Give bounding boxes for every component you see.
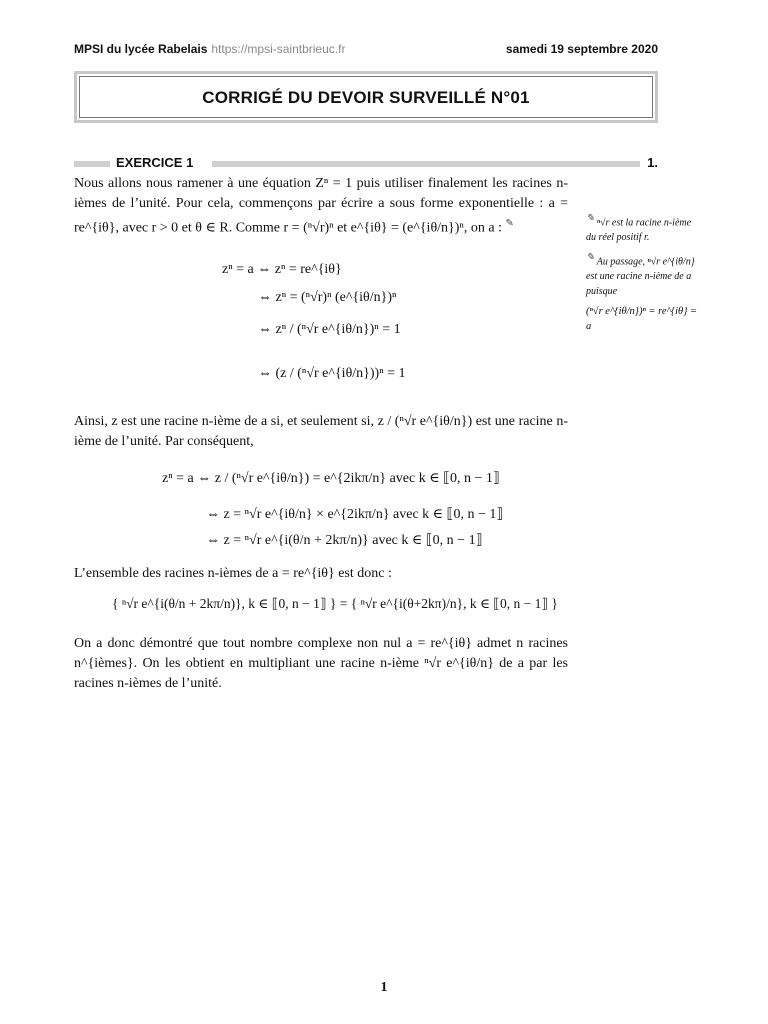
- page-header: [74, 42, 658, 60]
- title-box: [74, 71, 658, 123]
- pencil-icon: ✎: [586, 252, 595, 263]
- school-name: MPSI du lycée Rabelais: [74, 42, 208, 56]
- site-link[interactable]: https://mpsi-saintbrieuc.fr: [211, 42, 346, 56]
- roots-set-equation: { ⁿ√r e^{i(θ/n + 2kπ/n)}, k ∈ ⟦0, n − 1⟧ } = { ⁿ√r e^{i(θ+2kπ)/n}, k ∈ ⟦0, n − 1⟧ }: [112, 596, 558, 611]
- margin-note-text: Au passage, ⁿ√r e^{iθ/n} est une racine n-ième de a puisque: [586, 256, 695, 298]
- heading-rule-right: [212, 161, 640, 167]
- equation-line: ⇔ z = ⁿ√r e^{iθ/n} × e^{2ikπ/n} avec k ∈ ⟦0, n − 1⟧: [206, 507, 504, 522]
- margin-note-formula: (ⁿ√r e^{iθ/n})ⁿ = re^{iθ} = a: [586, 306, 698, 332]
- equation-line: zⁿ = a ⇔ z / (ⁿ√r e^{iθ/n}) = e^{2ikπ/n} avec k ∈ ⟦0, n − 1⟧: [162, 471, 500, 486]
- pencil-icon: ✎: [505, 218, 514, 229]
- equation-line: ⇔ (z / (ⁿ√r e^{iθ/n}))ⁿ = 1: [258, 366, 406, 381]
- header-left: [74, 42, 345, 56]
- equation-line: ⇔ z = ⁿ√r e^{i(θ/n + 2kπ/n)} avec k ∈ ⟦0, n − 1⟧: [206, 533, 483, 548]
- header-date: samedi 19 septembre 2020: [505, 42, 658, 56]
- pencil-icon: ✎: [586, 213, 595, 224]
- equation-line: ⇔ zⁿ = (ⁿ√r)ⁿ (e^{iθ/n})ⁿ: [258, 290, 397, 305]
- paragraph-set-intro: L’ensemble des racines n-ièmes de a = re^{iθ} est donc :: [74, 566, 392, 581]
- margin-note: [586, 250, 698, 299]
- paragraph-intro: [74, 174, 568, 239]
- margin-note: [586, 211, 698, 245]
- paragraph-final: On a donc démontré que tout nombre complexe non nul a = re^{iθ} admet n racines n^{ièmes}. On les obtient en multipliant une racine n-ième ⁿ√r e^{iθ/n} de a par les racines n-ièmes de l’unité.: [74, 636, 568, 691]
- paragraph-intro-text: Nous allons nous ramener à une équation Zⁿ = 1 puis utiliser finalement les racines n-ièmes de l’unité. Pour cela, commençons par écrire a sous forme exponentielle : a = re^{iθ}, avec r > 0 et θ ∈ R. Comme r = (ⁿ√r)ⁿ et e^{iθ} = (e^{iθ/n})ⁿ, on a :: [74, 176, 568, 236]
- equation-line: ⇔ zⁿ / (ⁿ√r e^{iθ/n})ⁿ = 1: [258, 322, 401, 337]
- margin-note-text: ⁿ√r est la racine n-ième du réel positif r.: [586, 217, 692, 244]
- paragraph-conclusion-1: Ainsi, z est une racine n-ième de a si, et seulement si, z / (ⁿ√r e^{iθ/n}) est une racine n-ième de l’unité. Par conséquent,: [74, 414, 568, 449]
- exercise-heading: [74, 157, 658, 171]
- page-number: 1: [380, 980, 388, 995]
- exercise-label: EXERCICE 1: [116, 155, 194, 170]
- equation-line: zⁿ = a ⇔ zⁿ = re^{iθ}: [222, 262, 342, 277]
- exercise-number: 1.: [647, 155, 658, 170]
- page-title: CORRIGÉ DU DEVOIR SURVEILLÉ N°01: [202, 88, 530, 107]
- heading-rule-left: [74, 161, 110, 167]
